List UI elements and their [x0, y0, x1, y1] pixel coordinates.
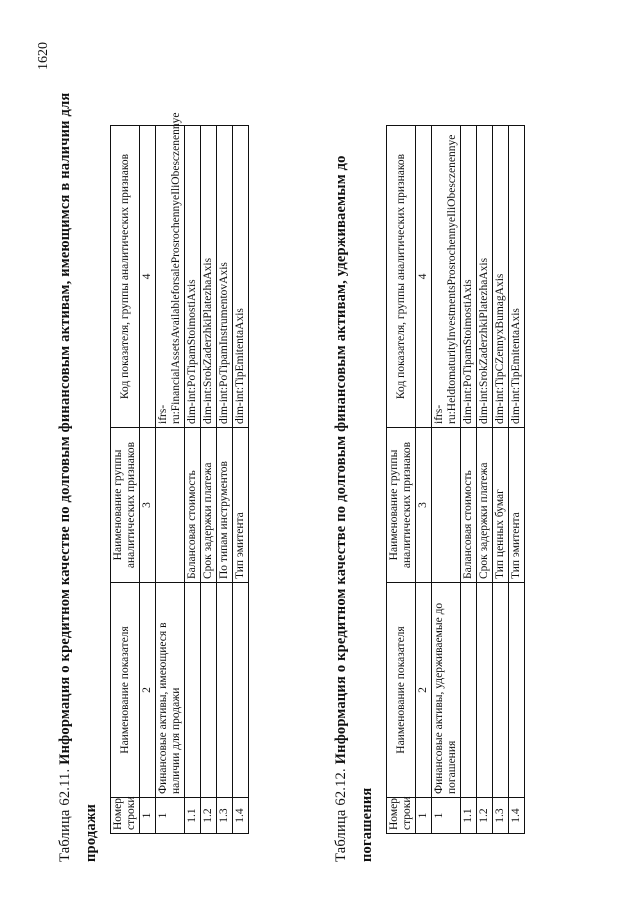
data-table [386, 125, 525, 834]
column-number: 1 [140, 798, 156, 834]
column-number: 4 [140, 126, 156, 428]
row-group: Срок задержки платежа [477, 428, 493, 583]
header-cell: Код показателя, группы аналитических признаков [111, 126, 140, 428]
row-code: dim-int:TipCZennyxBumagAxis [493, 126, 509, 428]
row-name [201, 583, 217, 798]
table-row [461, 126, 477, 834]
row-group: Срок задержки платежа [201, 428, 217, 583]
row-code: ifrs-ru:FinancialAssetsAvailableforsaleProsrochennyeIliObesczenennye [156, 126, 185, 428]
table-row [156, 126, 185, 834]
table-caption [52, 92, 104, 862]
row-number: 1.4 [509, 798, 525, 834]
row-name [509, 583, 525, 798]
header-cell: Наименование группы аналитических признаков [387, 428, 416, 583]
row-group: По типам инструментов [217, 428, 233, 583]
header-cell: Код показателя, группы аналитических признаков [387, 126, 416, 428]
row-group: Тип ценных бумаг [493, 428, 509, 583]
row-group: Балансовая стоимость [185, 428, 201, 583]
row-number: 1 [432, 798, 461, 834]
row-code: dim-int:TipEmitentaAxis [233, 126, 249, 428]
column-number: 3 [416, 428, 432, 583]
row-name [185, 583, 201, 798]
row-code: dim-int:PoTipamInstrumentovAxis [217, 126, 233, 428]
table-row [509, 126, 525, 834]
column-number: 3 [140, 428, 156, 583]
row-name [461, 583, 477, 798]
column-number: 1 [416, 798, 432, 834]
caption-prefix: Таблица 62.11. [57, 768, 73, 862]
column-number: 4 [416, 126, 432, 428]
row-group: Балансовая стоимость [461, 428, 477, 583]
row-name [217, 583, 233, 798]
column-number: 2 [416, 583, 432, 798]
row-group [432, 428, 461, 583]
row-group [156, 428, 185, 583]
row-name [493, 583, 509, 798]
row-number: 1.2 [477, 798, 493, 834]
row-code: dim-int:SrokZaderzhkiPlatezhaAxis [201, 126, 217, 428]
caption-prefix: Таблица 62.12. [333, 768, 349, 862]
row-code: dim-int:SrokZaderzhkiPlatezhaAxis [477, 126, 493, 428]
row-name: Финансовые активы, имеющиеся в наличии для продажи [156, 583, 185, 798]
row-number: 1.1 [461, 798, 477, 834]
row-code: dim-int:PoTipamStoimostiAxis [461, 126, 477, 428]
header-row [387, 126, 416, 834]
caption-title: Информация о кредитном качестве по долговым финансовым активам, имеющимся в наличии для продажи [57, 92, 99, 862]
table-row [233, 126, 249, 834]
row-code: dim-int:TipEmitentaAxis [509, 126, 525, 428]
table-row [201, 126, 217, 834]
table-row [493, 126, 509, 834]
row-number: 1.2 [201, 798, 217, 834]
column-number-row [140, 126, 156, 834]
header-row [111, 126, 140, 834]
row-name: Финансовые активы, удерживаемые до погашения [432, 583, 461, 798]
table-row [432, 126, 461, 834]
row-number: 1.1 [185, 798, 201, 834]
rotated-page [30, 22, 610, 882]
table-row [477, 126, 493, 834]
column-number: 2 [140, 583, 156, 798]
row-group: Тип эмитента [233, 428, 249, 583]
header-cell: Номер строки [387, 798, 416, 834]
header-cell: Наименование показателя [387, 583, 416, 798]
row-code: ifrs-ru:HeldtomaturityInvestmentsProsrochennyeIliObesczenennye [432, 126, 461, 428]
row-number: 1.3 [493, 798, 509, 834]
data-table [110, 112, 249, 834]
row-name [477, 583, 493, 798]
row-group: Тип эмитента [509, 428, 525, 583]
header-cell: Наименование группы аналитических признаков [111, 428, 140, 583]
column-number-row [416, 126, 432, 834]
caption-title: Информация о кредитном качестве по долговым финансовым активам, удерживаемым до погашения [333, 155, 375, 862]
header-cell: Номер строки [111, 798, 140, 834]
table-caption [328, 92, 380, 862]
header-cell: Наименование показателя [111, 583, 140, 798]
table-row [217, 126, 233, 834]
row-code: dim-int:PoTipamStoimostiAxis [185, 126, 201, 428]
row-number: 1 [156, 798, 185, 834]
page-number: 1620 [36, 42, 51, 70]
table-row [185, 126, 201, 834]
row-number: 1.3 [217, 798, 233, 834]
row-number: 1.4 [233, 798, 249, 834]
row-name [233, 583, 249, 798]
